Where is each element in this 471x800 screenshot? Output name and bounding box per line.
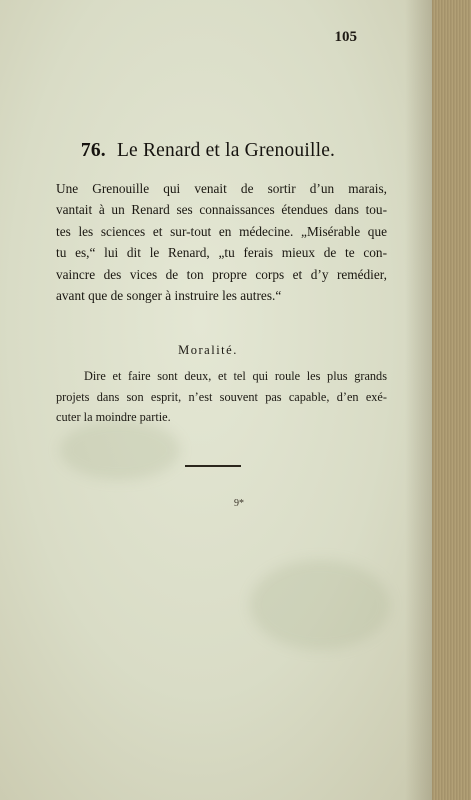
fable-number: 76.	[80, 140, 106, 161]
body-line: avant que de songer à instruire les autres.“	[56, 288, 282, 304]
signature-mark: 9*	[234, 498, 244, 509]
moral-line: Dire et faire sont deux, et tel qui roule les plus grands	[84, 369, 387, 383]
fable-title-text: Le Renard et la Grenouille.	[116, 140, 336, 161]
body-line: tu es,“ lui dit le Renard, „tu ferais mieux de te con-	[56, 245, 387, 261]
paper-stain	[60, 420, 180, 480]
fable-title	[0, 140, 416, 162]
moral-line: cuter la moindre partie.	[56, 410, 171, 424]
moral-line: projets dans son esprit, n’est souvent pas capable, d’en exé-	[56, 389, 387, 404]
body-line: vaincre des vices de ton propre corps et d’y remédier,	[56, 266, 387, 282]
page-stack-edge	[432, 0, 471, 800]
moral-text	[56, 366, 387, 428]
paper-stain	[250, 560, 390, 650]
section-divider	[185, 465, 241, 467]
body-line: Une Grenouille qui venait de sortir d’un marais,	[56, 181, 387, 196]
body-line: vantait à un Renard ses connaissances étendues dans tou-	[56, 202, 387, 218]
spine-shadow	[405, 0, 435, 800]
body-line: tes les sciences et sur-tout en médecine. „Misérable que	[56, 223, 387, 239]
moral-heading: Moralité.	[178, 343, 238, 357]
page-number: 105	[334, 29, 357, 45]
fable-body	[56, 178, 387, 306]
